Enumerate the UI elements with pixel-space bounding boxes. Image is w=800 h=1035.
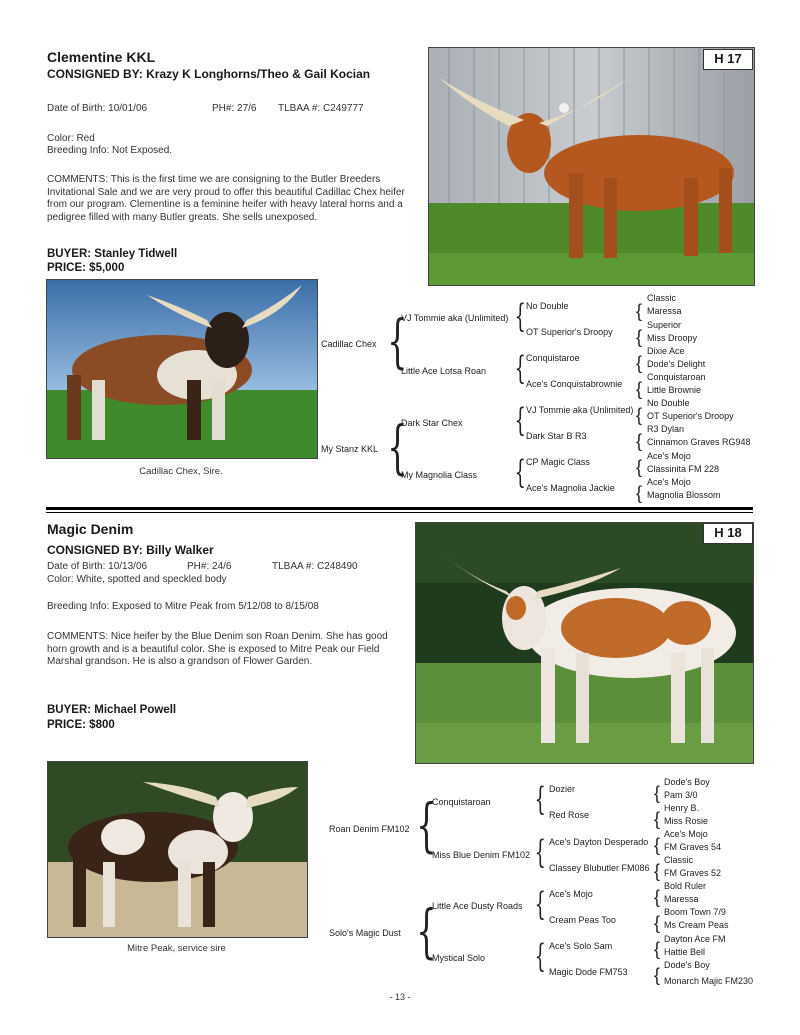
lot1-brace-ggg-2: { (636, 353, 643, 373)
lot1-ped-g3: Dark Star Chex (401, 418, 463, 428)
lot2-brace-ggg-2: { (654, 835, 661, 855)
lot2-ped-ggg-13: Hattie Bell (664, 947, 706, 957)
lot2-dob: Date of Birth: 10/13/06 (47, 561, 148, 572)
lot2-ped-g3: Little Ace Dusty Roads (432, 901, 523, 911)
lot2-brace-g3: { (534, 885, 546, 923)
lot2-ped-ggg-4: Ace's Mojo (664, 829, 708, 839)
lot1-ped-ggg-2: Superior (647, 320, 682, 330)
lot2-ped-ggg-0: Dode's Boy (664, 777, 710, 787)
lot1-brace-ggg-4: { (636, 405, 643, 425)
lot1-ped-gg-2: Conquistaroe (526, 353, 580, 363)
lot1-sire-photo (46, 279, 318, 459)
page-number: - 13 - (389, 992, 411, 1002)
lot2-ped-ggg-8: Bold Ruler (664, 881, 707, 891)
lot2-consigned-by: CONSIGNED BY: Billy Walker (47, 543, 214, 557)
lot1-ped-gg-1: OT Superior's Droopy (526, 327, 613, 337)
lot1-ped-gg-7: Ace's Magnolia Jackie (526, 483, 615, 493)
lot2-ped-ggg-2: Henry B. (664, 803, 700, 813)
lot2-brace-g4: { (534, 937, 546, 975)
lot2-ped-gg-6: Ace's Solo Sam (549, 941, 613, 951)
lot2-ped-sire: Roan Denim FM102 (329, 824, 410, 834)
lot1-ped-ggg-6: Conquistaroan (647, 372, 706, 382)
lot2-ped-ggg-9: Maressa (664, 894, 699, 904)
lot2-ph: PH#: 24/6 (187, 561, 232, 572)
lot2-brace-g2: { (534, 833, 546, 871)
lot2-ped-ggg-5: FM Graves 54 (664, 842, 722, 852)
lot1-ped-ggg-5: Dode's Delight (647, 359, 706, 369)
lot1-brace-dam: { (387, 413, 408, 481)
lot2-sire-photo (47, 761, 308, 938)
lot2-ped-gg-1: Red Rose (549, 810, 590, 820)
lot2-buyer: BUYER: Michael Powell (47, 704, 177, 716)
lot1-brace-g4: { (514, 453, 526, 491)
lot1-brace-g1: { (514, 297, 526, 335)
lot2-brace-ggg-5: { (654, 913, 661, 933)
lot1-ped-ggg-12: Ace's Mojo (647, 451, 691, 461)
lot2-breeding: Breeding Info: Exposed to Mitre Peak from 5/12/08 to 8/15/08 (47, 601, 319, 612)
lot1-brace-ggg-0: { (636, 301, 643, 321)
lot2-sire-caption: Mitre Peak, service sire (127, 943, 226, 954)
lot2-ped-gg-2: Ace's Dayton Desperado (549, 837, 649, 847)
lot1-ped-sire: Cadillac Chex (321, 339, 377, 349)
lot2-ped-g4: Mystical Solo (432, 953, 486, 963)
lot2-ped-g2: Miss Blue Denim FM102 (432, 850, 531, 860)
lot1-sire-caption: Cadillac Chex, Sire. (139, 466, 223, 477)
lot2-name: Magic Denim (47, 521, 134, 537)
lot2-brace-ggg-3: { (654, 861, 661, 881)
lot1-comments: COMMENTS: This is the first time we are consigning to the Butler Breeders Invitational Sale and we are very proud to offer this beautiful Cadillac Chex heifer from our program. Clementine is a feminine heifer with heavy lateral horns and a pedigree filled with many Butler greats. She sells unexposed. (47, 174, 405, 223)
lot1-brace-ggg-5: { (636, 431, 643, 451)
lot2-ped-ggg-3: Miss Rosie (664, 816, 709, 826)
lot1-brace-sire: { (387, 307, 408, 375)
lot1-breeding: Breeding Info: Not Exposed. (47, 145, 173, 156)
lot2-ped-ggg-6: Classic (664, 855, 694, 865)
lot1-color: Color: Red (47, 133, 95, 144)
lot2-ped-gg-7: Magic Dode FM753 (549, 967, 628, 977)
lot2-ped-ggg-11: Ms Cream Peas (664, 920, 729, 930)
lot2-ped-ggg-12: Dayton Ace FM (664, 934, 726, 944)
lot2-price: PRICE: $800 (47, 719, 115, 731)
lot1-ped-gg-5: Dark Star B R3 (526, 431, 587, 441)
lot2-brace-sire: { (416, 791, 437, 859)
lot1-tag: H 17 (703, 49, 753, 70)
lot1-main-photo (428, 47, 755, 286)
lot1-ped-ggg-7: Little Brownie (647, 385, 702, 395)
lot1-ped-g1: VJ Tommie aka (Unlimited) (401, 313, 509, 323)
lot1-ped-ggg-15: Magnolia Blossom (647, 490, 721, 500)
lot1-price: PRICE: $5,000 (47, 262, 125, 274)
lot2-color: Color: White, spotted and speckled body (47, 574, 227, 585)
lot2-ped-dam: Solo's Magic Dust (329, 928, 401, 938)
lot1-ped-ggg-0: Classic (647, 293, 677, 303)
lot2-ped-gg-3: Classey Blubutler FM086 (549, 863, 650, 873)
lot2-ped-ggg-1: Pam 3/0 (664, 790, 698, 800)
lot1-ped-gg-3: Ace's Conquistabrownie (526, 379, 623, 389)
lot2-ped-gg-5: Cream Peas Too (549, 915, 616, 925)
lot1-ped-gg-6: CP Magic Class (526, 457, 590, 467)
lot2-ped-ggg-7: FM Graves 52 (664, 868, 722, 878)
lot1-buyer: BUYER: Stanley Tidwell (47, 248, 178, 260)
lot1-tlbaa: TLBAA #: C249777 (278, 103, 364, 114)
lot1-ped-ggg-14: Ace's Mojo (647, 477, 691, 487)
lot2-ped-gg-4: Ace's Mojo (549, 889, 593, 899)
lot1-ped-ggg-10: R3 Dylan (647, 424, 685, 434)
lot1-ph: PH#: 27/6 (212, 103, 257, 114)
lot2-comments: COMMENTS: Nice heifer by the Blue Denim son Roan Denim. She has good horn growth and is a beautiful color. She is exposed to Mitre Peak our Field Marshal grandson. He is also a grandson of Flower Garden. (47, 631, 388, 667)
lot1-ped-gg-0: No Double (526, 301, 569, 311)
lot2-tlbaa: TLBAA #: C248490 (272, 561, 358, 572)
lot1-brace-g3: { (514, 401, 526, 439)
lot2-ped-ggg-14: Dode's Boy (664, 960, 710, 970)
lot1-brace-ggg-6: { (636, 457, 643, 477)
lot2-ped-g1: Conquistaroan (432, 797, 491, 807)
lot1-ped-gg-4: VJ Tommie aka (Unlimited) (526, 405, 634, 415)
lot1-ped-ggg-9: OT Superior's Droopy (647, 411, 734, 421)
lot2-tag: H 18 (703, 523, 753, 544)
lot1-name: Clementine KKL (47, 49, 156, 65)
lot2-brace-ggg-4: { (654, 887, 661, 907)
lot1-brace-ggg-7: { (636, 483, 643, 503)
lot1-brace-g2: { (514, 349, 526, 387)
lot2-main-photo (415, 522, 754, 764)
lot2-ped-ggg-15: Monarch Majic FM230 (664, 976, 754, 986)
lot1-ped-g4: My Magnolia Class (401, 470, 478, 480)
lot2-brace-ggg-6: { (654, 939, 661, 959)
lot1-ped-ggg-11: Cinnamon Graves RG948 (647, 437, 751, 447)
section-divider-thin (46, 512, 753, 513)
lot1-ped-ggg-13: Classinita FM 228 (647, 464, 720, 474)
lot2-brace-ggg-7: { (654, 965, 661, 985)
lot1-ped-ggg-4: Dixie Ace (647, 346, 685, 356)
lot2-brace-g1: { (534, 780, 546, 818)
lot1-brace-ggg-3: { (636, 379, 643, 399)
lot2-ped-gg-0: Dozier (549, 784, 576, 794)
lot1-ped-ggg-1: Maressa (647, 306, 682, 316)
lot2-ped-ggg-10: Boom Town 7/9 (664, 907, 726, 917)
lot1-ped-g2: Little Ace Lotsa Roan (401, 366, 487, 376)
lot1-consigned-by: CONSIGNED BY: Krazy K Longhorns/Theo & Gail Kocian (47, 67, 371, 81)
lot1-dob: Date of Birth: 10/01/06 (47, 103, 148, 114)
lot1-ped-ggg-3: Miss Droopy (647, 333, 698, 343)
lot1-brace-ggg-1: { (636, 327, 643, 347)
lot1-ped-ggg-8: No Double (647, 398, 690, 408)
lot2-brace-ggg-1: { (654, 809, 661, 829)
lot2-brace-dam: { (416, 897, 437, 965)
lot1-ped-dam: My Stanz KKL (321, 444, 379, 454)
section-divider (46, 507, 753, 510)
lot2-brace-ggg-0: { (654, 783, 661, 803)
